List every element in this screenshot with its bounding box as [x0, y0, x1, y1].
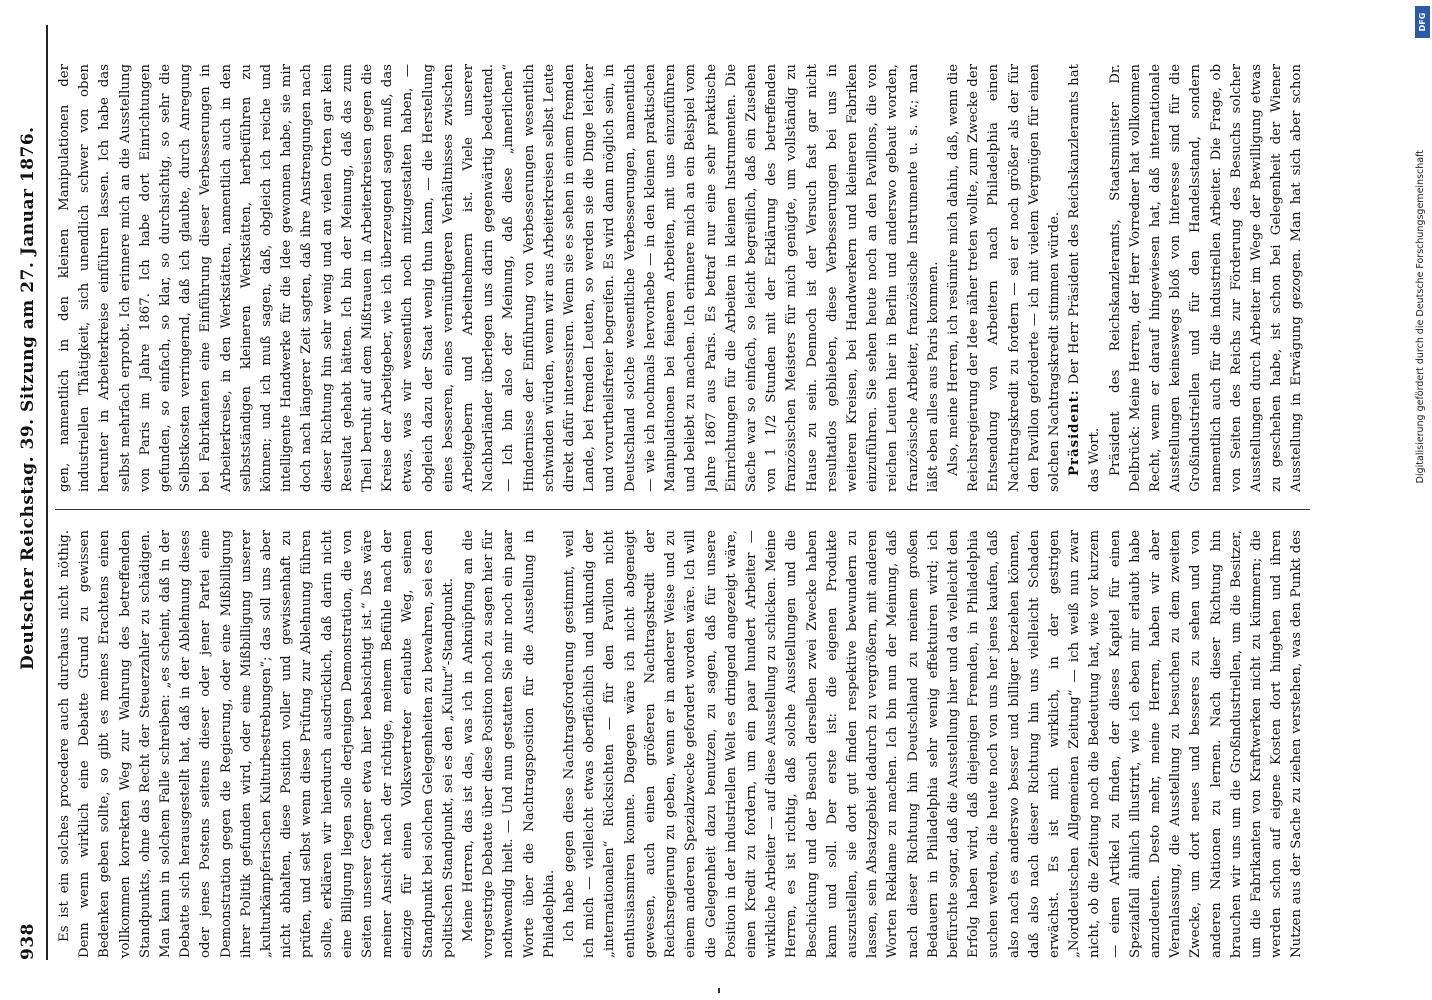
column-divider	[55, 509, 1310, 510]
page-number: 938	[18, 923, 38, 960]
left-paragraph: Meine Herren, das ist das, was ich in Anknüpfung an die vorgestrige Debatte über diese Position noch zu sagen hier für nothwendig hielt. — Und nun gestatten Sie mir noch ein paar Worte über die Nachtragsposition für die Ausstellung in Philadelphia.	[461, 530, 557, 958]
dfg-logo-icon	[1415, 6, 1430, 38]
scan-speck	[718, 988, 720, 993]
digitization-credit	[1410, 0, 1432, 1000]
credit-text: Digitalisierung gefördert durch die Deutsche Forschungsgemeinschaft	[1415, 150, 1426, 484]
right-paragraph: Also, meine Herren, ich resümire mich dahin, daß, wenn die Reichsregierung der Idee näher treten wollte, zum Zwecke der Entsendung von Arbeitern nach Philadelphia einen Nachtragskredit zu fordern — sei er noch größer als der für den Pavillon geforderte — ich mit vielem Vergnügen für einen solchen Nachtragskredit stimmen würde.	[945, 64, 1062, 492]
right-paragraph: Präsident des Reichskanzleramts, Staatsminister Dr. Delbrück: Meine Herren, der Herr Vorredner hat vollkommen Recht, wenn er darauf hingewiesen hat, daß internationale Ausstellungen keineswegs bloß von Interesse sind für die Großindustriellen und für den Handelsstand, sondern namentlich auch für die industriellen Arbeiter. Die Frage, ob von Seiten des Reichs zur Förderung des Besuchs solcher Ausstellungen durch Arbeiter im Wege der Bewilligung etwas zu geschehen habe, ist schon bei Gelegenheit der Wiener Ausstellung in Erwägung gezogen. Man hat sich aber schon	[1107, 64, 1305, 492]
page-header	[18, 25, 44, 960]
president-remark	[1065, 64, 1105, 492]
header-rule	[46, 25, 48, 960]
dfg-logo-text: DFG	[1418, 12, 1427, 32]
right-column	[55, 64, 1310, 492]
left-column	[55, 530, 1310, 958]
speaker-label: Präsident:	[1067, 389, 1083, 476]
left-paragraph: Es ist ein solches procedere auch durchaus nicht nöthig. Denn wenn wirklich eine Debatte Grund zu gewissen Bedenken geben sollte, so gibt es meines Erachtens einen vollkommen korrekten Weg zur Wahrung des betreffenden Standpunkts, ohne das Recht der Steuerzahler zu schädigen. Man kann in solchem Falle schreiben: „es scheint, daß in der Debatte sich herausgestellt hat, daß in der Ablehnung dieses oder jenes Postens seitens dieser oder jener Partei eine Demonstration gegen die Regierung, oder eine Mißbilligung ihrer Politik gefunden wird, oder eine Mißbilligung unserer „kulturkämpferischen Kulturbestrebungen“; das soll uns aber nicht abhalten, diese Position voller und gewissenhaft zu prüfen, und selbst wenn diese Prüfung zur Ablehnung führen sollte, erklären wir hierdurch ausdrücklich, daß darin nicht eine Billigung liegen solle derjenigen Demonstration, die von Seiten unserer Gegner etwa hier beabsichtigt ist.“ Das wäre meiner Ansicht nach der richtige, meinem Befühle nach der einzige für einen Volksvertreter erlaubte Weg, seinen Standpunkt bei solchen Gelegenheiten zu bewahren, sei es den politischen Standpunkt, sei es den „Kultur“-Standpunkt.	[57, 530, 456, 958]
right-paragraph: gen, namentlich in den kleinen Manipulationen der industriellen Thätigkeit, sich unendlich schwer von oben herunter in Arbeiterkreise einführen lassen. Ich habe das selbst mehrfach erprobt. Ich erinnere mich an die Ausstellung von Paris im Jahre 1867. Ich habe dort Einrichtungen gefunden, so einfach, so klar, so durchsichtig, so sehr die Selbstkosten verringernd, daß ich glaubte, durch Anregung bei Fabrikanten eine Einführung dieser Verbesserungen in Arbeiterkreise, in den Werkstätten, namentlich auch in den selbstständigen kleineren Werkstätten, herbeiführen zu können; und ich muß sagen, daß, obgleich ich reiche und intelligente Handwerke für die Idee gewonnen habe, sie mir doch nach längerer Zeit sagten, daß ihre Anstrengungen nach dieser Richtung hin sehr wenig und an vielen Orten gar kein Resultat gehabt hätten. Ich bin der Meinung, daß das zum Theil beruht auf dem Mißtrauen in Arbeiterkreisen gegen die Kreise der Arbeitgeber, wie ich überzeugend sagen muß, das etwas, was wir wesentlich noch mitzugestalten haben, — obgleich dazu der Staat wenig thun kann, — die Herstellung eines besseren, eines vernünftigeren Verhältnisses zwischen Arbeitgebern und Arbeitnehmern ist. Viele unserer Nachbarländer überlegen uns darin gegenwärtig bedeutend. — Ich bin also der Meinung, daß diese „innerlichen“ Hindernisse der Einführung von Verbesserungen wesentlich schwinden würden, wenn wir aus Arbeiterkreisen selbst Leute direkt dafür interessiren. Wenn sie es sehen in einem fremden Lande, bei fremden Leuten, so werden sie die Dinge leichter und vorurtheilsfreier begreifen. Es wird dann möglich sein, in Deutschland solche wesentliche Verbesserungen, namentlich — wie ich nochmals hervorhebe — in den kleinen praktischen Manipulationen bei feineren Arbeiten, mit uns einzuführen und beliebt zu machen. Ich erinnere mich an ein Beispiel vom Jahre 1867 aus Paris. Es betraf nur eine sehr praktische Einrichtungen für die Arbeiten in kleinen Instrumenten. Die Sache war so einfach, so leicht begreiflich, daß ein Zusehen von 1 1/2 Stunden mit der Erklärung des betreffenden französischen Meisters für mich genügte, um vollständig zu Hause zu sein. Dennoch ist der Versuch fast gar nicht resultatlos geblieben, diese Verbesserungen bei uns in weiteren Kreisen, bei Handwerkern und kleineren Fabriken einzuführen. Sie sehen heute noch an den Pavillons, die von reichen Leuten hier in Berlin und anderswo gebaut worden, französische Arbeiter, französische Instrumente u. s. w.; man läßt eben alles aus Paris kommen.	[57, 64, 941, 492]
president-text: Der Herr Präsident des Reichskanzleramts hat das Wort.	[1067, 64, 1103, 492]
left-paragraph: Ich habe gegen diese Nachtragsforderung gestimmt, weil ich mich — vielleicht etwas oberflächlich und unkundig der „internationalen“ Rücksichten — für den Pavillon nicht enthusiasmiren konnte. Dagegen wäre ich nicht abgeneigt gewesen, auch einen größeren Nachtragskredit der Reichsregierung zu geben, wenn er in anderer Weise und zu einem anderen Spezialzwecke gefordert worden wäre. Ich will die Gelegenheit dazu benutzen, zu sagen, daß für unsere Position in der industriellen Welt es dringend angezeigt wäre, einen Kredit zu fordern, um ein paar hundert Arbeiter — wirkliche Arbeiter — auf diese Ausstellung zu schicken. Meine Herren, es ist richtig, daß solche Ausstellungen und die Beschickung und der Besuch derselben zwei Zwecke haben kann und soll. Der erste ist: die eigenen Produkte auszustellen, sie dort gut finden respektive bewundern zu lassen, sein Absatzgebiet dadurch zu vergrößern, mit anderen Worten Reklame zu machen. Ich bin nun der Meinung, daß nach dieser Richtung hin Deutschland zu meinem großen Bedauern in Philadelphia sehr wenig effektuiren wird; ich befürchte sogar, daß die Ausstellung hier und da vielleicht den Erfolg haben wird, daß diejenigen Fremden, in Philadelphia suchen werden, die heute noch von uns her jenes kaufen, daß also nach es anderswo besser und billiger beziehen können, daß also nach dieser Richtung hin uns vielleicht Schaden erwächst. Es ist mich wirklich, in der gestrigen „Norddeutschen Allgemeinen Zeitung“ — ich weiß nun zwar nicht, ob die Zeitung noch die Bedeutung hat, wie vor kurzem — einen Artikel zu finden, der dieses Kapitel für einen Spezialfall ähnlich illustrirt, wie ich eben mir erlaubt habe anzudeuten. Desto mehr, meine Herren, haben wir aber Veranlassung, die Ausstellung zu besuchen zu dem zweiten Zwecke, um dort neues und besseres zu sehen und von anderen Nationen zu lernen. Nach dieser Richtung hin brauchen wir uns um die Großindustriellen, um die Besitzer, um die Fabrikanten von Kraftwerken nicht zu kümmern; die werden schon auf eigene Kosten dort hingehen und ihren Nutzen aus der Sache zu ziehen verstehen, was den Punkt des	[562, 530, 1305, 958]
running-title: Deutscher Reichstag. 39. Sitzung am 27. Januar 1876.	[18, 126, 38, 670]
